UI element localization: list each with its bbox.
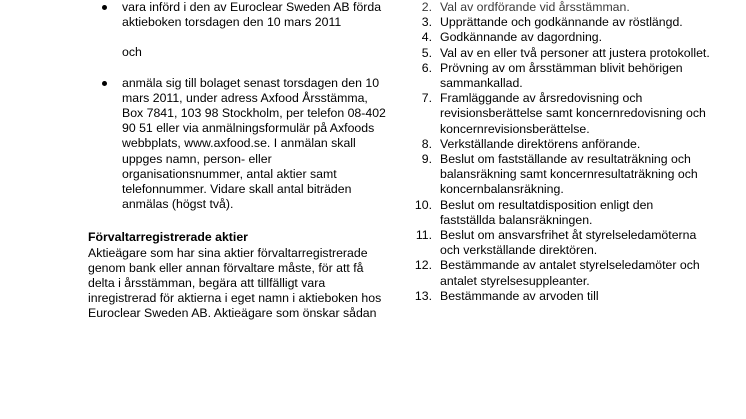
bullet-text: anmäla sig till bolaget senast torsdagen den 10 mars 2011, under adress Axfood Årsstämma, Box 7841, 103 98 Stockholm, per telefon 08-402 90 51 eller via anmälningsformulär på Axfoods webbplats, www.axfood.se. I anmälan skall uppges namn, person- eller organisationsnummer, antal aktier samt telefonnummer. Vidare skall antal biträden anmälas (högst två). — [122, 75, 386, 212]
bullet-dot-icon — [102, 5, 107, 10]
list-item — [410, 228, 710, 258]
list-item-number: 3. — [421, 15, 432, 30]
list-item — [410, 198, 710, 228]
list-item-number: 12. — [414, 258, 432, 273]
list-item — [410, 61, 710, 91]
list-item-number: 7. — [421, 91, 432, 106]
list-item — [410, 15, 710, 30]
bullet-dot-icon — [102, 81, 107, 86]
list-item-number: 6. — [421, 60, 432, 75]
conjunction-text: och — [122, 45, 142, 60]
bullet-text: vara införd i den av Euroclear Sweden AB förda aktieboken torsdagen den 10 mars 2011 — [122, 0, 382, 30]
agenda-numbered-list — [410, 0, 710, 304]
list-item-number: 8. — [421, 136, 432, 151]
requirements-bullet-list — [88, 0, 388, 30]
right-column — [410, 0, 710, 304]
list-item — [410, 137, 710, 152]
list-item-number: 9. — [421, 152, 432, 167]
list-item-number: 5. — [421, 45, 432, 60]
list-item-text: Beslut om fastställande av resultaträkning och balansräkning samt koncernresultaträkning och koncernbalansräkning. — [440, 152, 698, 197]
list-item — [410, 152, 710, 198]
list-item — [88, 76, 388, 213]
section-body-paragraph: Aktieägare som har sina aktier förvaltarregistrerade genom bank eller annan förvaltare måste, för att få delta i årsstämman, begära att tillfälligt vara inregistrerad för aktierna i eget namn i aktieboken hos Euroclear Sweden AB. Aktieägare som önskar sådan — [88, 245, 382, 321]
list-item-text: Val av en eller två personer att justera protokollet. — [440, 45, 710, 60]
list-item-number: 2. — [421, 0, 432, 14]
left-column — [88, 0, 388, 322]
list-item — [88, 0, 388, 30]
list-item-text: Upprättande och godkännande av röstlängd. — [440, 15, 683, 30]
list-item-number: 10. — [414, 197, 432, 212]
list-item-text: Framläggande av årsredovisning och revisionsberättelse samt koncernredovisning och koncernrevisionsberättelse. — [440, 91, 706, 136]
section-heading: Förvaltarregistrerade aktier — [88, 230, 248, 245]
list-item-number: 13. — [414, 288, 432, 303]
list-item-text: Bestämmande av antalet styrelseledamöter och antalet styrelsesuppleanter. — [440, 258, 700, 288]
list-item-text: Val av ordförande vid årsstämman. — [440, 0, 630, 14]
list-item-number: 11. — [415, 228, 432, 243]
list-item-text: Bestämmande av arvoden till — [440, 288, 599, 303]
list-item — [410, 258, 710, 288]
list-item-text: Beslut om ansvarsfrihet åt styrelseledamöterna och verkställande direktören. — [440, 228, 697, 258]
list-item-text: Godkännande av dagordning. — [440, 30, 603, 45]
registration-bullet-list — [88, 76, 388, 213]
list-item-text: Verkställande direktörens anförande. — [440, 136, 641, 151]
list-item — [410, 46, 710, 61]
list-item-text: Prövning av om årsstämman blivit behörigen sammankallad. — [440, 60, 683, 91]
list-item — [410, 30, 710, 45]
list-item — [410, 289, 710, 304]
list-item-number: 4. — [421, 30, 432, 45]
list-item — [410, 0, 710, 15]
list-item — [410, 91, 710, 137]
list-item-text: Beslut om resultatdisposition enligt den fastställda balansräkningen. — [440, 197, 654, 227]
